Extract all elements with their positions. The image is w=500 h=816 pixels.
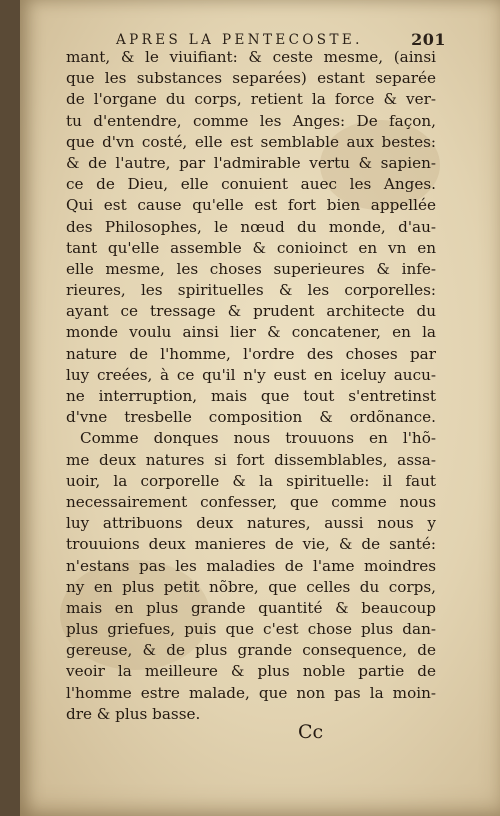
text-line: tant qu'elle assemble & conioinct en vn en [66,238,436,257]
text-line: de l'organe du corps, retient la force & ver- [66,90,436,109]
text-line: dre & plus basse. [66,704,201,723]
text-line: uoir, la corporelle & la spirituelle: il faut [66,471,436,490]
page-number: 201 [411,30,446,49]
text-line: elle mesme, les choses superieures & infe- [66,259,436,278]
text-line: ne interruption, mais que tout s'entretinst [66,387,436,405]
text-line: rieures, les spirituelles & les corporelles: [66,281,436,300]
text-line: n'estans pas les maladies de l'ame moindres [66,556,436,575]
running-head: APRES LA PENTECOSTE. [116,32,363,48]
text-line: l'homme estre malade, que non pas la moin- [66,683,436,702]
text-line: Qui est cause qu'elle est fort bien appellée [66,196,436,215]
text-line: gereuse, & de plus grande consequence, de [66,641,436,660]
text-line: nature de l'homme, l'ordre des choses par [66,344,436,363]
text-line: d'vne tresbelle composition & ordõnance. [66,408,436,427]
text-line: luy attribuons deux natures, aussi nous y [66,514,436,533]
text-line: luy creées, à ce qu'il n'y eust en iceluy aucu- [66,365,436,384]
text-line: tu d'entendre, comme les Anges: De façon, [66,111,436,130]
text-line: plus griefues, puis que c'est chose plus dan- [66,620,436,639]
text-line: veoir la meilleure & plus noble partie de [66,662,436,681]
signature-mark: Cc [298,721,324,743]
text-line: ny en plus petit nõbre, que celles du corps, [66,577,436,596]
text-line: mant, & le viuifiant: & ceste mesme, (ainsi [66,48,436,66]
text-line: Comme donques nous trouuons en l'hõ- [80,429,436,448]
text-line: me deux natures si fort dissemblables, assa- [66,450,436,469]
text-line: monde voulu ainsi lier & concatener, en la [66,323,436,342]
text-line: trouuions deux manieres de vie, & de santé: [66,535,436,554]
text-line: mais en plus grande quantité & beaucoup [66,598,436,617]
text-line: des Philosophes, le nœud du monde, d'au- [66,217,436,236]
text-line: que d'vn costé, elle est semblable aux bestes: [66,132,436,151]
text-line: ce de Dieu, elle conuient auec les Anges. [66,175,436,194]
text-line: & de l'autre, par l'admirable vertu & sapien- [66,153,436,172]
text-line: que les substances separées) estant separée [66,69,436,88]
book-page [20,0,500,816]
body-text [66,47,436,725]
text-line: necessairement confesser, que comme nous [66,492,436,511]
text-line: ayant ce tressage & prudent architecte du [66,302,436,321]
